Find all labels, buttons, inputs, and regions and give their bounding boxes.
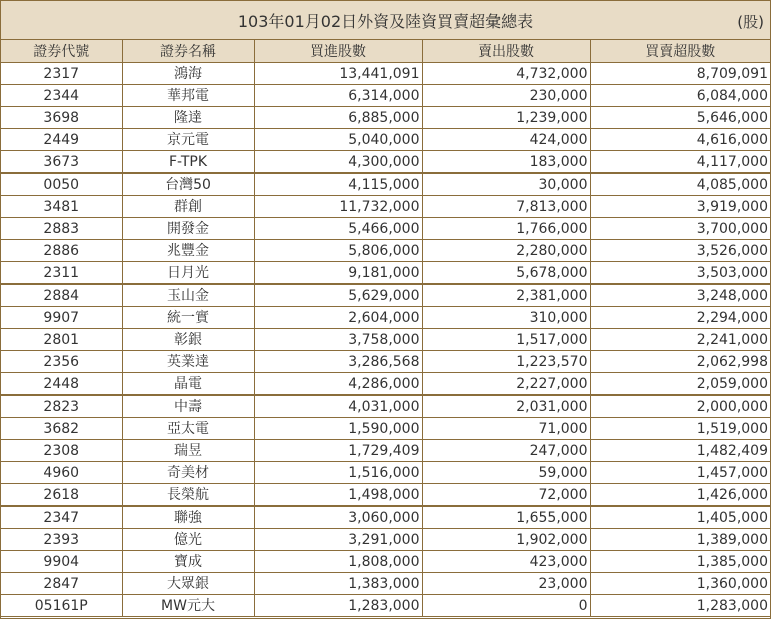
cell-name: 華邦電 bbox=[122, 85, 254, 107]
cell-net: 1,283,000 bbox=[590, 595, 770, 617]
cell-code: 2347 bbox=[1, 506, 122, 529]
table-row bbox=[1, 85, 770, 107]
cell-code: 2883 bbox=[1, 218, 122, 240]
cell-sell: 230,000 bbox=[422, 85, 590, 107]
table-row bbox=[1, 418, 770, 440]
cell-code: 2449 bbox=[1, 129, 122, 151]
cell-net: 4,085,000 bbox=[590, 173, 770, 196]
table-row bbox=[1, 196, 770, 218]
table-row bbox=[1, 240, 770, 262]
table-row bbox=[1, 63, 770, 85]
cell-net: 2,062,998 bbox=[590, 351, 770, 373]
cell-buy: 4,115,000 bbox=[254, 173, 422, 196]
cell-code: 3481 bbox=[1, 196, 122, 218]
table-row bbox=[1, 151, 770, 174]
cell-buy: 1,729,409 bbox=[254, 440, 422, 462]
cell-net: 1,360,000 bbox=[590, 573, 770, 595]
cell-sell: 72,000 bbox=[422, 484, 590, 507]
cell-sell: 7,813,000 bbox=[422, 196, 590, 218]
cell-sell: 2,227,000 bbox=[422, 373, 590, 396]
report-title: 103年01月02日外資及陸資買賣超彙總表 bbox=[237, 11, 534, 31]
cell-name: 瑞昱 bbox=[122, 440, 254, 462]
cell-buy: 13,441,091 bbox=[254, 63, 422, 85]
cell-buy: 1,283,000 bbox=[254, 595, 422, 617]
cell-code: 2317 bbox=[1, 63, 122, 85]
unit-label: (股) bbox=[737, 13, 764, 31]
cell-sell: 0 bbox=[422, 595, 590, 617]
cell-buy: 5,629,000 bbox=[254, 284, 422, 307]
cell-name: 奇美材 bbox=[122, 462, 254, 484]
cell-sell: 1,239,000 bbox=[422, 107, 590, 129]
table-body bbox=[1, 63, 770, 617]
cell-code: 9904 bbox=[1, 551, 122, 573]
cell-code: 2823 bbox=[1, 395, 122, 418]
cell-name: 玉山金 bbox=[122, 284, 254, 307]
cell-buy: 11,732,000 bbox=[254, 196, 422, 218]
cell-net: 3,700,000 bbox=[590, 218, 770, 240]
table-row bbox=[1, 595, 770, 617]
cell-net: 1,385,000 bbox=[590, 551, 770, 573]
cell-name: MW元大 bbox=[122, 595, 254, 617]
table-row bbox=[1, 395, 770, 418]
summary-table bbox=[1, 40, 770, 617]
table-row bbox=[1, 107, 770, 129]
cell-buy: 2,604,000 bbox=[254, 307, 422, 329]
cell-buy: 6,885,000 bbox=[254, 107, 422, 129]
cell-net: 3,919,000 bbox=[590, 196, 770, 218]
cell-code: 3682 bbox=[1, 418, 122, 440]
cell-sell: 247,000 bbox=[422, 440, 590, 462]
cell-sell: 2,031,000 bbox=[422, 395, 590, 418]
cell-name: 彰銀 bbox=[122, 329, 254, 351]
cell-code: 2847 bbox=[1, 573, 122, 595]
cell-name: 日月光 bbox=[122, 262, 254, 285]
cell-name: 中壽 bbox=[122, 395, 254, 418]
cell-sell: 183,000 bbox=[422, 151, 590, 174]
cell-name: 寶成 bbox=[122, 551, 254, 573]
cell-code: 2801 bbox=[1, 329, 122, 351]
cell-net: 3,503,000 bbox=[590, 262, 770, 285]
cell-sell: 1,655,000 bbox=[422, 506, 590, 529]
cell-code: 2393 bbox=[1, 529, 122, 551]
cell-buy: 3,060,000 bbox=[254, 506, 422, 529]
cell-sell: 310,000 bbox=[422, 307, 590, 329]
table-row bbox=[1, 129, 770, 151]
cell-net: 5,646,000 bbox=[590, 107, 770, 129]
cell-net: 4,117,000 bbox=[590, 151, 770, 174]
cell-code: 2618 bbox=[1, 484, 122, 507]
cell-name: 億光 bbox=[122, 529, 254, 551]
cell-code: 2308 bbox=[1, 440, 122, 462]
cell-sell: 1,517,000 bbox=[422, 329, 590, 351]
cell-code: 2448 bbox=[1, 373, 122, 396]
cell-net: 2,059,000 bbox=[590, 373, 770, 396]
table-row bbox=[1, 218, 770, 240]
header-sell: 賣出股數 bbox=[422, 40, 590, 63]
cell-code: 2356 bbox=[1, 351, 122, 373]
cell-buy: 5,040,000 bbox=[254, 129, 422, 151]
table-row bbox=[1, 307, 770, 329]
cell-code: 2886 bbox=[1, 240, 122, 262]
cell-sell: 30,000 bbox=[422, 173, 590, 196]
cell-name: 英業達 bbox=[122, 351, 254, 373]
header-row bbox=[1, 40, 770, 63]
cell-net: 1,519,000 bbox=[590, 418, 770, 440]
cell-sell: 2,381,000 bbox=[422, 284, 590, 307]
cell-buy: 3,758,000 bbox=[254, 329, 422, 351]
table-row bbox=[1, 573, 770, 595]
cell-sell: 59,000 bbox=[422, 462, 590, 484]
cell-code: 2311 bbox=[1, 262, 122, 285]
cell-net: 2,000,000 bbox=[590, 395, 770, 418]
cell-name: 兆豐金 bbox=[122, 240, 254, 262]
cell-net: 1,405,000 bbox=[590, 506, 770, 529]
cell-net: 1,426,000 bbox=[590, 484, 770, 507]
cell-name: F-TPK bbox=[122, 151, 254, 174]
cell-sell: 1,902,000 bbox=[422, 529, 590, 551]
cell-buy: 4,031,000 bbox=[254, 395, 422, 418]
cell-buy: 1,590,000 bbox=[254, 418, 422, 440]
cell-code: 2884 bbox=[1, 284, 122, 307]
table-row bbox=[1, 373, 770, 396]
header-code: 證券代號 bbox=[1, 40, 122, 63]
cell-code: 3673 bbox=[1, 151, 122, 174]
cell-net: 1,389,000 bbox=[590, 529, 770, 551]
table-row bbox=[1, 529, 770, 551]
table-row bbox=[1, 484, 770, 507]
cell-code: 9907 bbox=[1, 307, 122, 329]
cell-buy: 1,498,000 bbox=[254, 484, 422, 507]
cell-net: 2,294,000 bbox=[590, 307, 770, 329]
cell-sell: 423,000 bbox=[422, 551, 590, 573]
cell-buy: 5,806,000 bbox=[254, 240, 422, 262]
cell-net: 8,709,091 bbox=[590, 63, 770, 85]
header-net: 買賣超股數 bbox=[590, 40, 770, 63]
table-row bbox=[1, 284, 770, 307]
cell-buy: 1,516,000 bbox=[254, 462, 422, 484]
cell-name: 台灣50 bbox=[122, 173, 254, 196]
cell-net: 1,457,000 bbox=[590, 462, 770, 484]
table-row bbox=[1, 329, 770, 351]
cell-code: 2344 bbox=[1, 85, 122, 107]
cell-name: 統一實 bbox=[122, 307, 254, 329]
cell-net: 1,482,409 bbox=[590, 440, 770, 462]
cell-buy: 6,314,000 bbox=[254, 85, 422, 107]
cell-sell: 1,223,570 bbox=[422, 351, 590, 373]
cell-name: 開發金 bbox=[122, 218, 254, 240]
cell-net: 3,526,000 bbox=[590, 240, 770, 262]
cell-sell: 1,766,000 bbox=[422, 218, 590, 240]
table-row bbox=[1, 173, 770, 196]
table-row bbox=[1, 551, 770, 573]
cell-code: 05161P bbox=[1, 595, 122, 617]
cell-net: 6,084,000 bbox=[590, 85, 770, 107]
cell-code: 4960 bbox=[1, 462, 122, 484]
header-buy: 買進股數 bbox=[254, 40, 422, 63]
cell-net: 4,616,000 bbox=[590, 129, 770, 151]
cell-buy: 4,286,000 bbox=[254, 373, 422, 396]
table-row bbox=[1, 506, 770, 529]
cell-buy: 9,181,000 bbox=[254, 262, 422, 285]
cell-buy: 1,808,000 bbox=[254, 551, 422, 573]
cell-sell: 424,000 bbox=[422, 129, 590, 151]
cell-buy: 3,291,000 bbox=[254, 529, 422, 551]
cell-buy: 4,300,000 bbox=[254, 151, 422, 174]
cell-buy: 3,286,568 bbox=[254, 351, 422, 373]
title-bar bbox=[1, 1, 770, 40]
cell-buy: 5,466,000 bbox=[254, 218, 422, 240]
cell-name: 大眾銀 bbox=[122, 573, 254, 595]
cell-sell: 5,678,000 bbox=[422, 262, 590, 285]
cell-sell: 23,000 bbox=[422, 573, 590, 595]
cell-name: 群創 bbox=[122, 196, 254, 218]
cell-net: 3,248,000 bbox=[590, 284, 770, 307]
cell-name: 鴻海 bbox=[122, 63, 254, 85]
cell-net: 2,241,000 bbox=[590, 329, 770, 351]
cell-name: 隆達 bbox=[122, 107, 254, 129]
cell-sell: 4,732,000 bbox=[422, 63, 590, 85]
cell-code: 0050 bbox=[1, 173, 122, 196]
cell-name: 京元電 bbox=[122, 129, 254, 151]
cell-name: 長榮航 bbox=[122, 484, 254, 507]
cell-sell: 71,000 bbox=[422, 418, 590, 440]
table-row bbox=[1, 351, 770, 373]
cell-sell: 2,280,000 bbox=[422, 240, 590, 262]
table-row bbox=[1, 262, 770, 285]
table-row bbox=[1, 462, 770, 484]
cell-name: 亞太電 bbox=[122, 418, 254, 440]
table-row bbox=[1, 440, 770, 462]
cell-name: 晶電 bbox=[122, 373, 254, 396]
cell-code: 3698 bbox=[1, 107, 122, 129]
header-name: 證券名稱 bbox=[122, 40, 254, 63]
cell-name: 聯強 bbox=[122, 506, 254, 529]
cell-buy: 1,383,000 bbox=[254, 573, 422, 595]
